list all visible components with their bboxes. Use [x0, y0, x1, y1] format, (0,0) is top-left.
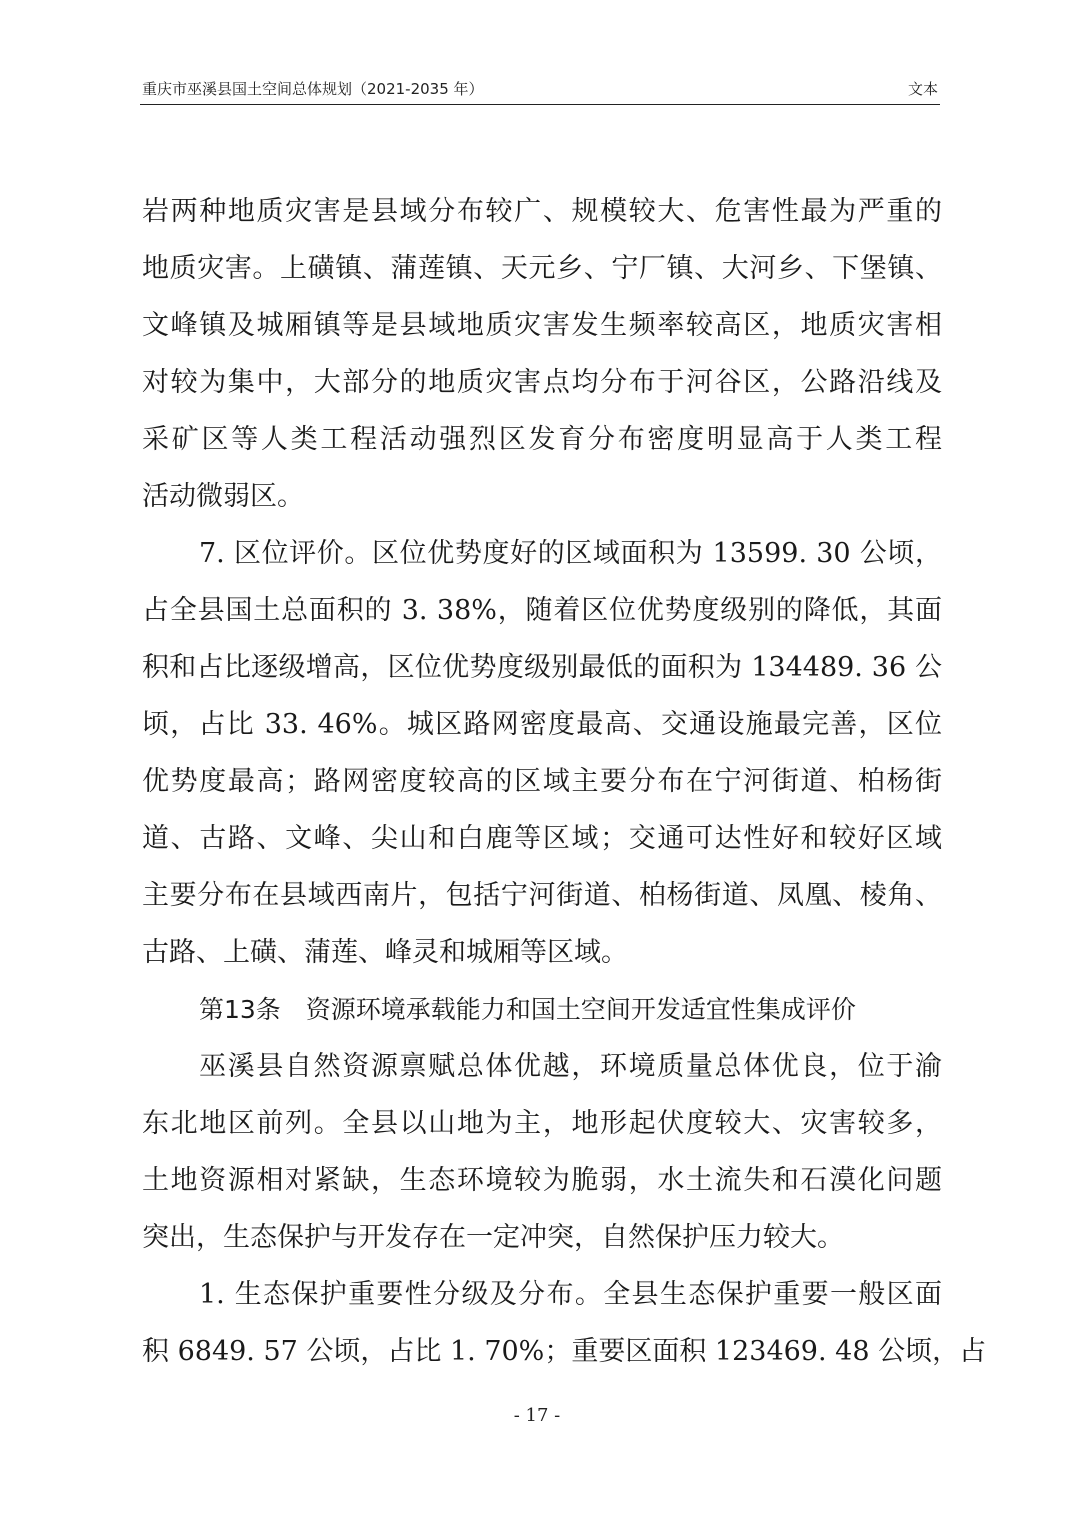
paragraph-line: 岩两种地质灾害是县域分布较广、规模较大、危害性最为严重的: [142, 196, 942, 227]
document-title: 重庆市巫溪县国土空间总体规划（2021-2035 年）: [142, 80, 484, 98]
paragraph-line: 顷，占比 33. 46%。城区路网密度最高、交通设施最完善，区位: [142, 709, 942, 740]
paragraph-line: 活动微弱区。: [142, 481, 304, 512]
paragraph-line: 道、古路、文峰、尖山和白鹿等区域；交通可达性好和较好区域: [142, 823, 942, 854]
page-number: - 17 -: [513, 1405, 561, 1426]
paragraph-line: 土地资源相对紧缺，生态环境较为脆弱，水土流失和石漠化问题: [142, 1165, 942, 1196]
paragraph-line: 1. 生态保护重要性分级及分布。全县生态保护重要一般区面: [199, 1279, 942, 1310]
article-heading: 第13条 资源环境承载能力和国土空间开发适宜性集成评价: [199, 995, 856, 1024]
paragraph-line: 主要分布在县域西南片，包括宁河街道、柏杨街道、凤凰、棱角、: [142, 880, 942, 911]
paragraph-line: 巫溪县自然资源禀赋总体优越，环境质量总体优良，位于渝: [199, 1051, 942, 1082]
paragraph-line: 积和占比逐级增高，区位优势度级别最低的面积为 134489. 36 公: [142, 652, 942, 683]
paragraph-line: 优势度最高；路网密度较高的区域主要分布在宁河街道、柏杨街: [142, 766, 942, 797]
document-type-label: 文本: [907, 80, 938, 98]
paragraph-line: 地质灾害。上磺镇、蒲莲镇、天元乡、宁厂镇、大河乡、下堡镇、: [142, 253, 942, 284]
paragraph-line: 突出，生态保护与开发存在一定冲突，自然保护压力较大。: [142, 1222, 844, 1253]
paragraph-line: 积 6849. 57 公顷，占比 1. 70%；重要区面积 123469. 48 公顷，占: [142, 1336, 987, 1367]
page-header: [140, 74, 940, 105]
paragraph-line: 7. 区位评价。区位优势度好的区域面积为 13599. 30 公顷，: [199, 538, 942, 569]
paragraph-line: 文峰镇及城厢镇等是县域地质灾害发生频率较高区，地质灾害相: [142, 310, 942, 341]
paragraph-line: 对较为集中，大部分的地质灾害点均分布于河谷区，公路沿线及: [142, 367, 942, 398]
paragraph-line: 采矿区等人类工程活动强烈区发育分布密度明显高于人类工程: [142, 424, 942, 455]
paragraph-line: 东北地区前列。全县以山地为主，地形起伏度较大、灾害较多，: [142, 1108, 942, 1139]
paragraph-line: 古路、上磺、蒲莲、峰灵和城厢等区域。: [142, 937, 628, 968]
body-text: [142, 183, 987, 1380]
paragraph-line: 占全县国土总面积的 3. 38%，随着区位优势度级别的降低，其面: [142, 595, 942, 626]
